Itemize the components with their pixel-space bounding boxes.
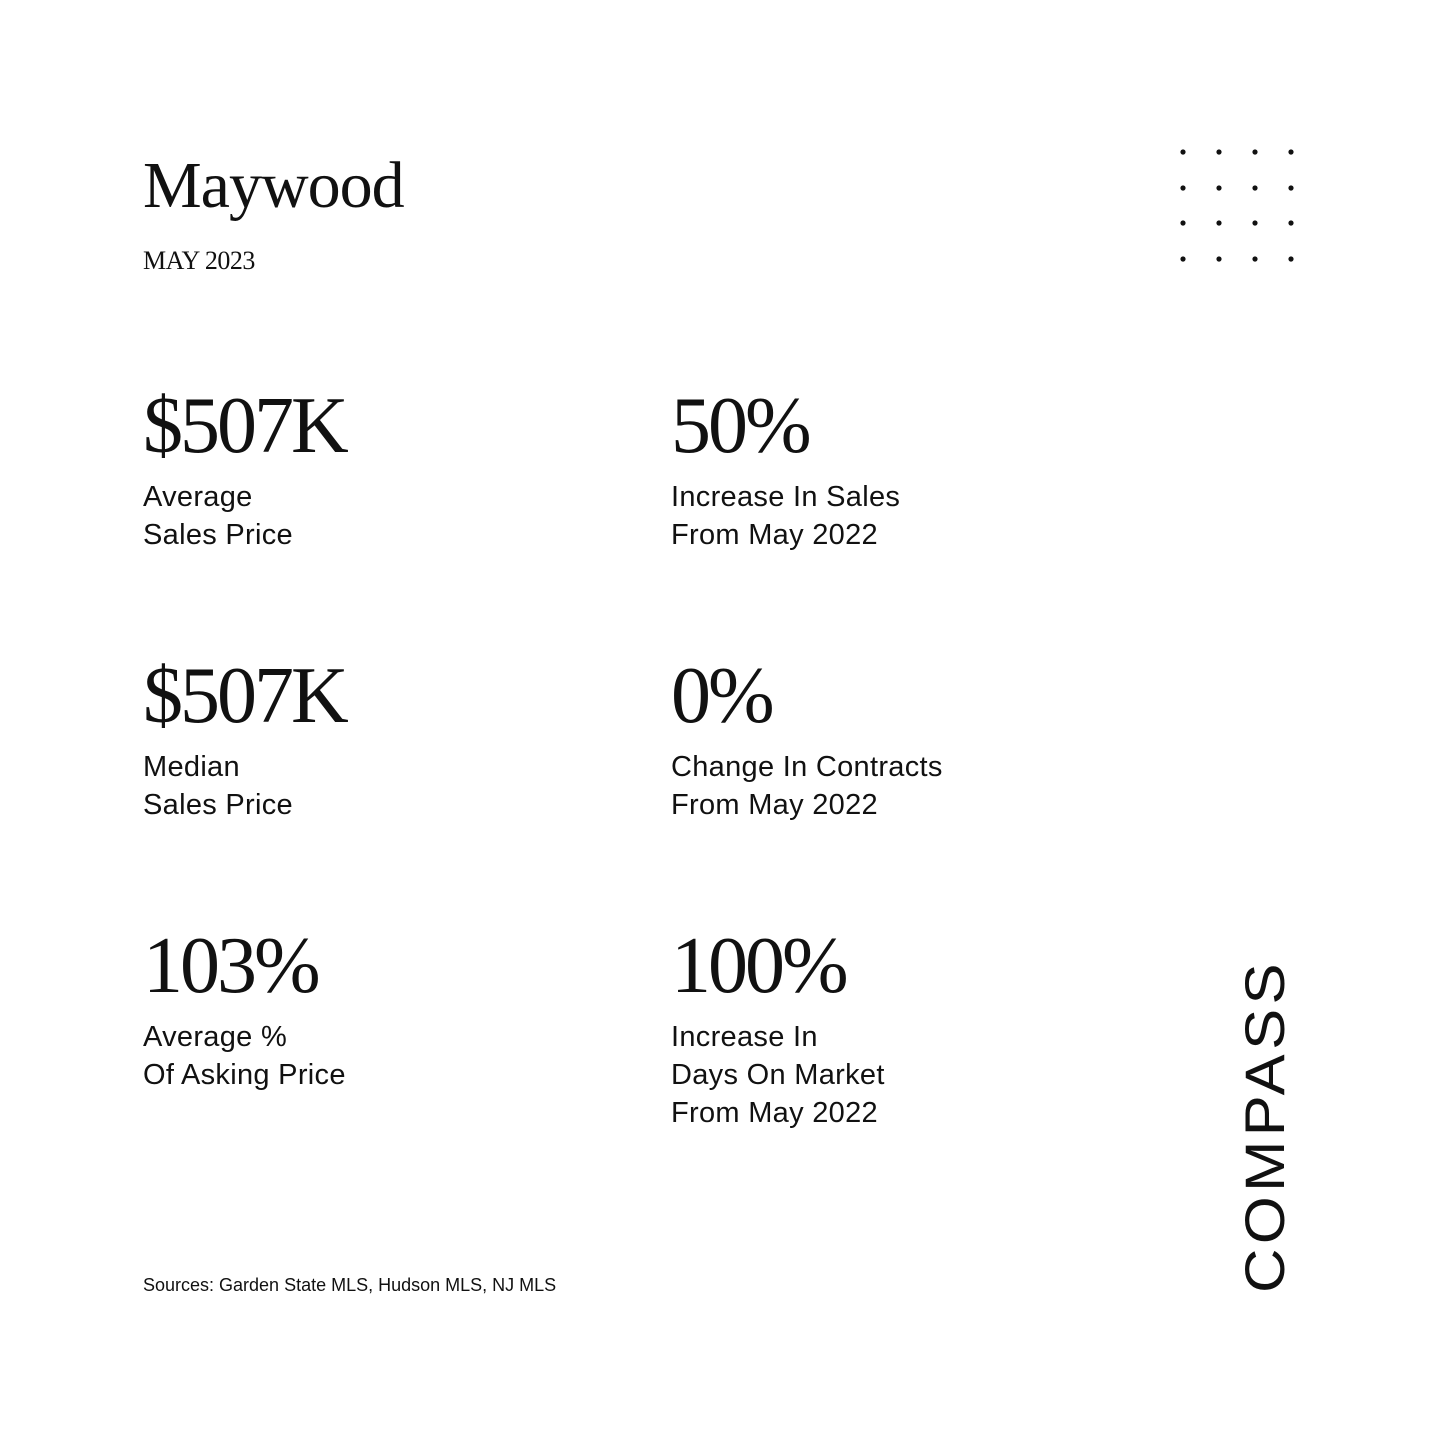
stat-label [143, 1018, 603, 1094]
stat-value: 100% [671, 922, 846, 1010]
stat-label-line: Average % [143, 1021, 288, 1053]
stat-label [143, 478, 603, 554]
stat-value: 103% [143, 922, 318, 1010]
stat-label-line: Average [143, 481, 253, 513]
stat-label-line: Increase In Sales [671, 481, 901, 513]
stat-label [143, 748, 603, 824]
stat-label [671, 478, 1131, 554]
stat-value: $507K [143, 652, 346, 740]
stat-change-in-contracts [671, 652, 1131, 824]
stat-label-line: Sales Price [143, 789, 293, 821]
stat-value: 0% [671, 652, 772, 740]
stat-value: $507K [143, 382, 346, 470]
compass-logo [1228, 950, 1302, 1300]
stat-label-line: Median [143, 751, 240, 783]
compass-logo-text: COMPASS [1233, 989, 1296, 1293]
stat-days-on-market [671, 922, 1131, 1132]
dot-grid-decoration [1170, 139, 1302, 271]
stat-average-percent-of-asking [143, 922, 603, 1094]
stat-label-line: Days On Market [671, 1059, 885, 1091]
stat-label [671, 748, 1131, 824]
stat-label-line: Increase In [671, 1021, 818, 1053]
stat-label-line: Of Asking Price [143, 1059, 346, 1091]
stat-label-line: Change In Contracts [671, 751, 943, 783]
stat-label [671, 1018, 1131, 1132]
report-date: MAY 2023 [143, 246, 255, 275]
stat-label-line: From May 2022 [671, 519, 878, 551]
stat-label-line: Sales Price [143, 519, 293, 551]
stat-value: 50% [671, 382, 809, 470]
stat-median-sales-price [143, 652, 603, 824]
stat-label-line: From May 2022 [671, 789, 878, 821]
sources-note: Sources: Garden State MLS, Hudson MLS, NJ MLS [143, 1275, 557, 1295]
stat-label-line: From May 2022 [671, 1097, 878, 1129]
stat-average-sales-price [143, 382, 603, 554]
page-title: Maywood [143, 149, 404, 222]
stat-increase-in-sales [671, 382, 1131, 554]
